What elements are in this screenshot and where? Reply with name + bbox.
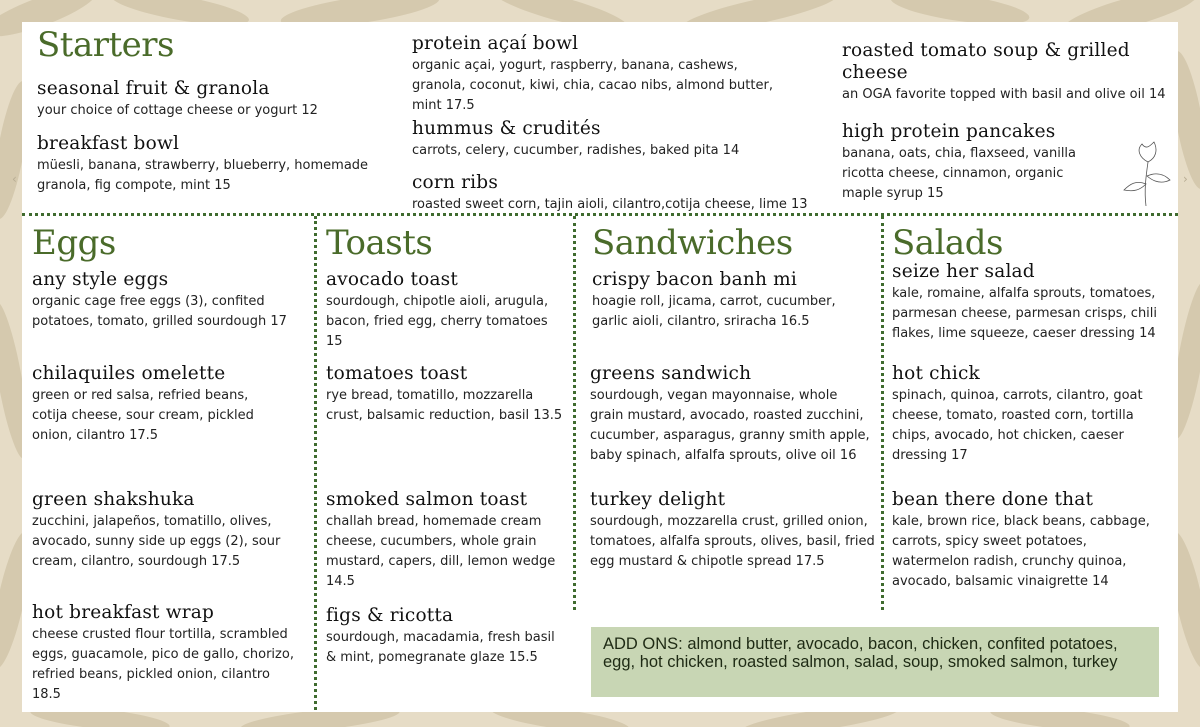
menu-item xyxy=(842,40,1166,105)
item-description: your choice of cottage cheese or yogurt 12 xyxy=(37,103,318,119)
item-name: figs & ricotta xyxy=(326,605,454,626)
item-name: turkey delight xyxy=(590,489,726,510)
column-divider-3 xyxy=(881,216,884,610)
item-description: kale, romaine, alfalfa sprouts, tomatoes, parmesan cheese, parmesan crisps, chili flakes, lime squeeze, caeser dressing 14 xyxy=(892,286,1158,342)
menu-item xyxy=(412,118,782,161)
menu-item xyxy=(37,78,387,121)
menu-item xyxy=(892,261,1167,344)
menu-item xyxy=(592,269,852,332)
section-title-sandwiches: Sandwiches xyxy=(592,223,793,263)
addons-box: ADD ONS: almond butter, avocado, bacon, chicken, confited potatoes, egg, hot chicken, roasted salmon, salad, soup, smoked salmon, turkey xyxy=(591,627,1159,697)
item-description: carrots, celery, cucumber, radishes, baked pita 14 xyxy=(412,143,740,159)
item-description: cheese crusted flour tortilla, scrambled eggs, guacamole, pico de gallo, chorizo, refried beans, pickled onion, cilantro 18.5 xyxy=(32,627,294,703)
item-description: banana, oats, chia, flaxseed, vanilla ricotta cheese, cinnamon, organic maple syrup 15 xyxy=(842,146,1077,202)
item-name: hummus & crudités xyxy=(412,118,601,139)
menu-item xyxy=(892,363,1162,466)
item-description: rye bread, tomatillo, mozzarella crust, balsamic reduction, basil 13.5 xyxy=(326,388,563,424)
menu-item xyxy=(37,133,387,196)
menu-item xyxy=(842,121,1082,204)
item-description: kale, brown rice, black beans, cabbage, carrots, spicy sweet potatoes, watermelon radish, crunchy quinoa, avocado, balsamic vinaigrette 14 xyxy=(892,514,1150,590)
item-name: chilaquiles omelette xyxy=(32,363,226,384)
item-description: an OGA favorite topped with basil and olive oil 14 xyxy=(842,87,1166,103)
item-description: sourdough, mozzarella crust, grilled onion, tomatoes, alfalfa sprouts, olives, basil, fried egg mustard & chipotle spread 17.5 xyxy=(590,514,875,570)
menu-item xyxy=(32,602,294,705)
item-description: green or red salsa, refried beans, cotija cheese, sour cream, pickled onion, cilantro 17.5 xyxy=(32,388,254,444)
menu-item xyxy=(32,269,302,332)
item-name: smoked salmon toast xyxy=(326,489,528,510)
section-title-starters: Starters xyxy=(37,25,174,65)
flower-icon xyxy=(1116,140,1176,208)
section-title-salads: Salads xyxy=(892,223,1003,263)
item-name: seasonal fruit & granola xyxy=(37,78,270,99)
menu-item xyxy=(326,363,566,426)
item-name: seize her salad xyxy=(892,261,1035,282)
item-name: tomatoes toast xyxy=(326,363,468,384)
menu-item xyxy=(412,33,782,116)
item-name: protein açaí bowl xyxy=(412,33,579,54)
prev-arrow-icon[interactable]: ‹ xyxy=(12,172,17,186)
menu-item xyxy=(326,489,568,592)
menu-item xyxy=(32,489,287,572)
item-description: hoagie roll, jicama, carrot, cucumber, garlic aioli, cilantro, sriracha 16.5 xyxy=(592,294,836,330)
item-name: bean there done that xyxy=(892,489,1094,510)
item-name: breakfast bowl xyxy=(37,133,180,154)
item-name: hot breakfast wrap xyxy=(32,602,215,623)
item-description: zucchini, jalapeños, tomatillo, olives, avocado, sunny side up eggs (2), sour cream, cilantro, sourdough 17.5 xyxy=(32,514,281,570)
column-divider-2 xyxy=(573,216,576,610)
menu-item xyxy=(590,489,880,572)
item-name: crispy bacon banh mi xyxy=(592,269,797,290)
next-arrow-icon[interactable]: › xyxy=(1183,172,1188,186)
item-name: avocado toast xyxy=(326,269,459,290)
item-name: corn ribs xyxy=(412,172,499,193)
item-description: roasted sweet corn, tajin aioli, cilantro,cotija cheese, lime 13 xyxy=(412,197,808,213)
item-name: greens sandwich xyxy=(590,363,752,384)
menu-item xyxy=(892,489,1160,592)
item-name: any style eggs xyxy=(32,269,169,290)
item-description: müesli, banana, strawberry, blueberry, homemade granola, fig compote, mint 15 xyxy=(37,158,369,194)
item-description: sourdough, vegan mayonnaise, whole grain mustard, avocado, roasted zucchini, cucumber, asparagus, granny smith apple, baby spinach, alfalfa sprouts, olive oil 16 xyxy=(590,388,870,464)
item-name: green shakshuka xyxy=(32,489,195,510)
item-description: spinach, quinoa, carrots, cilantro, goat cheese, tomato, roasted corn, tortilla chips, avocado, hot chicken, caeser dressing 17 xyxy=(892,388,1143,464)
item-name: hot chick xyxy=(892,363,980,384)
item-description: organic açai, yogurt, raspberry, banana, cashews, granola, coconut, kiwi, chia, cacao nibs, almond butter, mint 17.5 xyxy=(412,58,773,114)
item-description: sourdough, chipotle aioli, arugula, bacon, fried egg, cherry tomatoes 15 xyxy=(326,294,549,350)
section-title-eggs: Eggs xyxy=(32,223,116,263)
column-divider-1 xyxy=(314,216,317,710)
item-description: challah bread, homemade cream cheese, cucumbers, whole grain mustard, capers, dill, lemon wedge 14.5 xyxy=(326,514,556,590)
item-description: sourdough, macadamia, fresh basil & mint, pomegranate glaze 15.5 xyxy=(326,630,555,666)
menu-item xyxy=(590,363,872,466)
menu-item xyxy=(326,605,566,668)
menu-item xyxy=(326,269,556,352)
section-title-toasts: Toasts xyxy=(326,223,433,263)
item-name: roasted tomato soup & grilled cheese xyxy=(842,40,1130,84)
menu-item xyxy=(412,172,832,215)
item-description: organic cage free eggs (3), confited potatoes, tomato, grilled sourdough 17 xyxy=(32,294,287,330)
item-name: high protein pancakes xyxy=(842,121,1056,142)
menu-item xyxy=(32,363,277,446)
